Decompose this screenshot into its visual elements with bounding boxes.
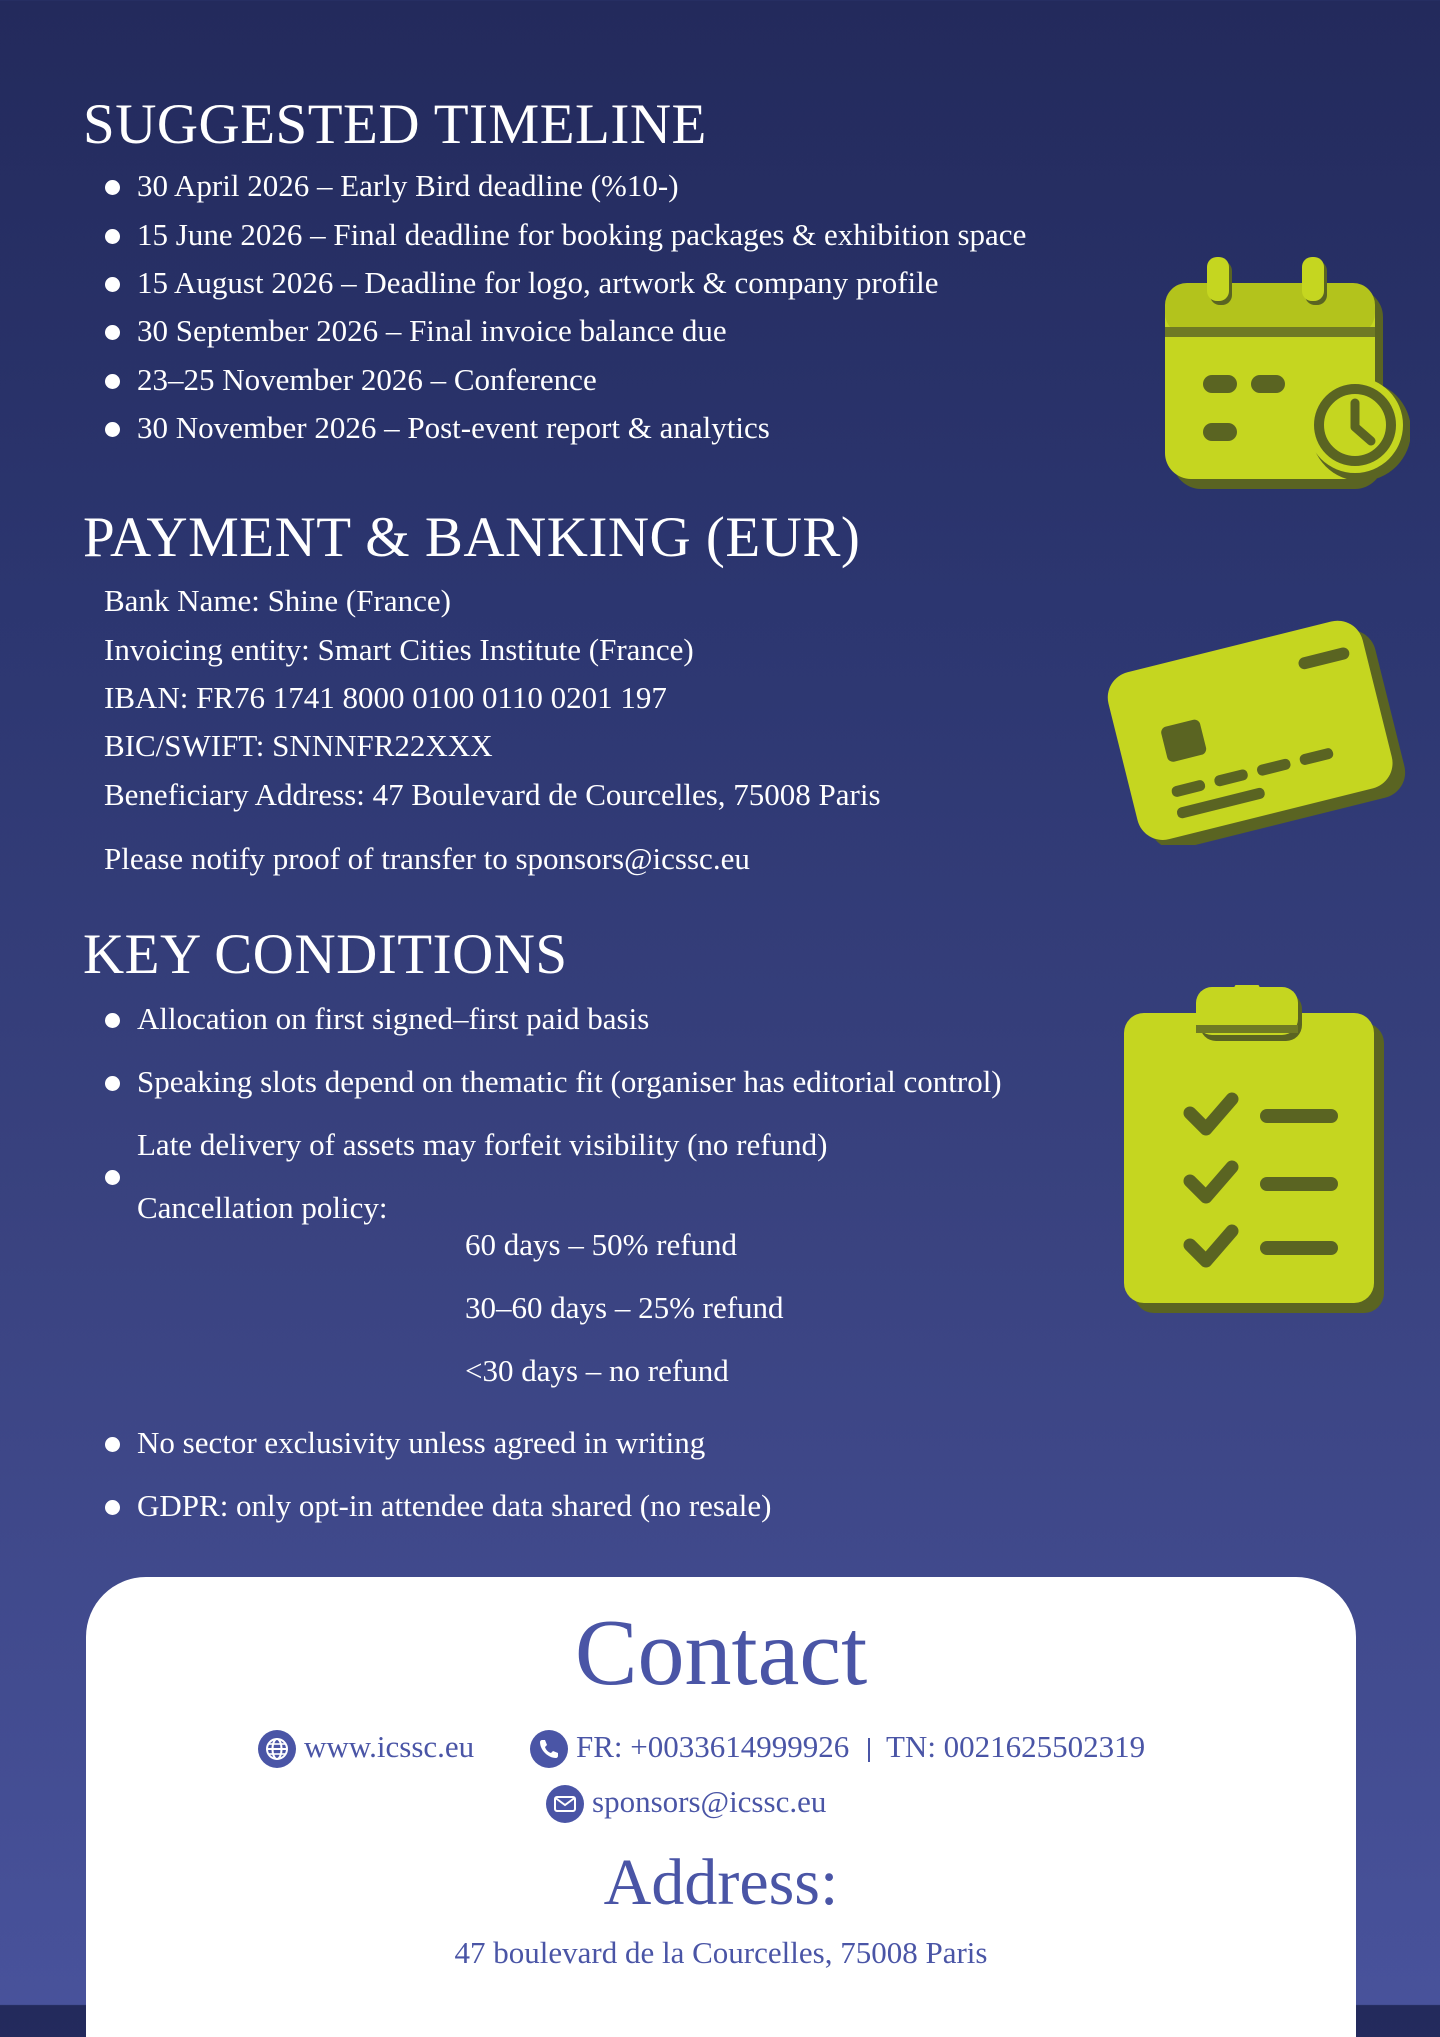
conditions-bullet [105, 1500, 120, 1515]
timeline-item-post-event: 30 November 2026 – Post-event report & analytics [137, 410, 770, 445]
contact-card [86, 1577, 1356, 2037]
cancellation-under-30-days: <30 days – no refund [465, 1353, 729, 1388]
timeline-item-conference: 23–25 November 2026 – Conference [137, 362, 597, 397]
payment-invoicing-entity: Invoicing entity: Smart Cities Institute (France) [104, 632, 694, 667]
address-title: Address: [603, 1846, 839, 1919]
calendar-clock-icon [1155, 255, 1410, 495]
timeline-title: SUGGESTED TIMELINE [83, 93, 707, 156]
payment-title: PAYMENT & BANKING (EUR) [83, 506, 861, 569]
timeline-bullet [105, 180, 120, 195]
clipboard-checklist-icon [1120, 985, 1395, 1325]
cancellation-60-days: 60 days – 50% refund [465, 1227, 738, 1262]
cancellation-30-60-days: 30–60 days – 25% refund [465, 1290, 784, 1325]
contact-email-link[interactable]: sponsors@icssc.eu [592, 1784, 827, 1819]
timeline-bullet [105, 374, 120, 389]
condition-late-delivery: Late delivery of assets may forfeit visibility (no refund) [137, 1127, 828, 1162]
payment-notice: Please notify proof of transfer to sponsors@icssc.eu [104, 841, 750, 876]
conditions-bullet [105, 1076, 120, 1091]
contact-website-link[interactable]: www.icssc.eu [304, 1729, 475, 1764]
timeline-bullet [105, 325, 120, 340]
payment-iban: IBAN: FR76 1741 8000 0100 0110 0201 197 [104, 680, 667, 715]
condition-gdpr: GDPR: only opt-in attendee data shared (no resale) [137, 1488, 772, 1523]
payment-beneficiary-address: Beneficiary Address: 47 Boulevard de Courcelles, 75008 Paris [104, 777, 881, 812]
contact-phone-tn[interactable]: TN: 0021625502319 [886, 1729, 1146, 1764]
timeline-bullet [105, 422, 120, 437]
condition-allocation: Allocation on first signed–first paid basis [137, 1001, 650, 1036]
phone-icon [530, 1730, 568, 1768]
timeline-bullet [105, 277, 120, 292]
payment-bank-name: Bank Name: Shine (France) [104, 583, 451, 618]
timeline-item-invoice-due: 30 September 2026 – Final invoice balance due [137, 313, 727, 348]
conditions-bullet [105, 1437, 120, 1452]
contact-separator [868, 1738, 870, 1762]
timeline-bullet [105, 229, 120, 244]
credit-card-icon [1100, 605, 1410, 845]
contact-phone-fr[interactable]: FR: +0033614999926 [576, 1729, 850, 1764]
mail-icon [546, 1785, 584, 1823]
contact-address: 47 boulevard de la Courcelles, 75008 Paris [454, 1935, 988, 1970]
globe-icon [258, 1730, 296, 1768]
condition-no-exclusivity: No sector exclusivity unless agreed in writing [137, 1425, 706, 1460]
timeline-item-early-bird: 30 April 2026 – Early Bird deadline (%10-) [137, 168, 679, 203]
contact-title: Contact [574, 1601, 868, 1705]
timeline-item-logo-deadline: 15 August 2026 – Deadline for logo, artwork & company profile [137, 265, 939, 300]
condition-speaking-slots: Speaking slots depend on thematic fit (organiser has editorial control) [137, 1064, 1002, 1099]
payment-bic: BIC/SWIFT: SNNNFR22XXX [104, 728, 493, 763]
timeline-item-final-booking: 15 June 2026 – Final deadline for booking packages & exhibition space [137, 217, 1027, 252]
conditions-bullet [105, 1013, 120, 1028]
conditions-title: KEY CONDITIONS [83, 923, 568, 986]
condition-cancellation-label: Cancellation policy: [137, 1190, 388, 1225]
conditions-bullet [105, 1170, 120, 1185]
